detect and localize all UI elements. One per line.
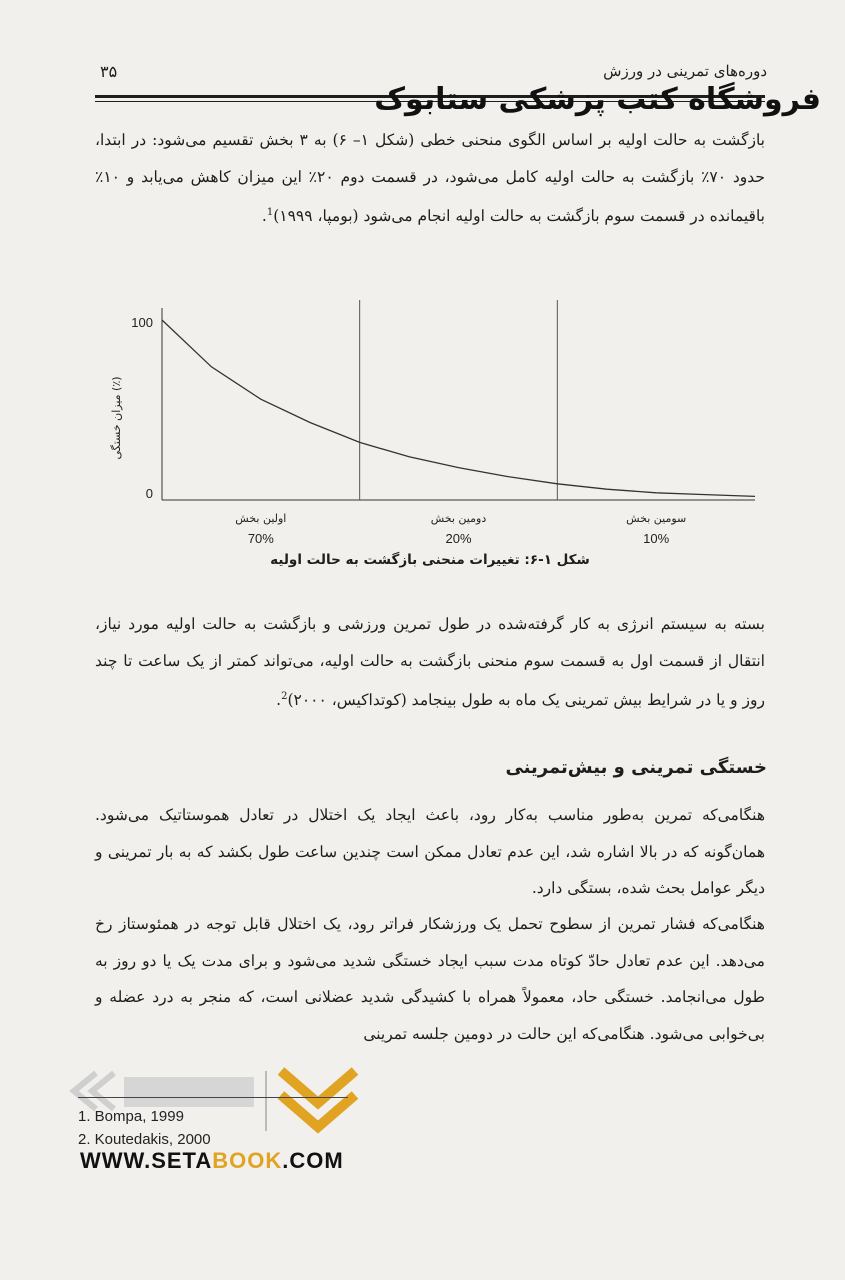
setabook-url	[80, 1148, 344, 1174]
footnote-2: 2. Koutedakis, 2000	[78, 1131, 211, 1148]
segment-label-2: دومین بخش	[430, 512, 487, 525]
logo-wordmark-block	[124, 1077, 254, 1107]
segment-label-3: سومین بخش	[626, 512, 687, 525]
footnote-separator	[78, 1097, 348, 1098]
y-axis-label: میزان خستگی (٪)	[110, 376, 123, 460]
paragraph-energy-systems: بسته به سیستم انرژی به کار گرفته‌شده در طول تمرین ورزشی و بازگشت به حالت اولیه مورد نیاز، انتقال از قسمت اول به قسمت سوم منحنی بازگشت به حالت اولیه، می‌تواند کمتر از یک ساعت تا چند روز و یا در شرایط بیش تمرینی یک ماه به طول بینجامد (کوتداکیس، ۲۰۰۰)$^2$.	[95, 615, 765, 710]
paragraph-acute-fatigue	[95, 906, 765, 1052]
segment-percent-1: 70%	[247, 531, 274, 546]
url-highlight: BOOK	[212, 1148, 283, 1173]
paragraph-text: هنگامی‌که فشار تمرین از سطوح تحمل یک ورزشکار فراتر رود، یک اختلال قابل توجه در همئوستاز رخ می‌دهد. این عدم تعادل حادّ کوتاه مدت سبب ایجاد خستگی شدید می‌شود و برای مدت یک یا دو روز به طول می‌انجامد. خستگی حاد، معمولاً همراه با کشیدگی شدید عضلانی است، که منجر به درد عضله و بی‌خوابی می‌شود. هنگامی‌که این حالت در دومین جلسه تمرینی	[95, 915, 765, 1043]
paragraph-homeostasis	[95, 797, 765, 907]
url-suffix: .COM	[282, 1148, 344, 1173]
segment-percent-3: 10%	[643, 531, 670, 546]
footnote-ref: 1	[266, 207, 274, 218]
segment-percent-2: 20%	[445, 531, 472, 546]
y-tick-label-100: 100	[131, 315, 153, 330]
paragraph-text: هنگامی‌که تمرین به‌طور مناسب به‌کار رود، باعث ایجاد یک اختلال در تعادل هموستاتیک می‌شود. همان‌گونه که در بالا اشاره شد، این عدم تعادل ممکن است چندین ساعت طول بکشد که به بار تمرینی و دیگر عوامل بحث شده، بستگی دارد.	[95, 806, 765, 897]
setabook-logo	[66, 1063, 366, 1138]
running-header-title: دوره‌های تمرینی در ورزش	[603, 62, 767, 80]
paragraph-recovery-intro: بازگشت به حالت اولیه بر اساس الگوی منحنی خطی (شکل ۱– ۶) به ۳ بخش تقسیم می‌شود: در ابتدا، حدود ۷۰٪ بازگشت به حالت اولیه کامل می‌شود، در قسمت دوم ۲۰٪ این میزان کاهش می‌یابد و ۱۰٪ باقیمانده در قسمت سوم بازگشت به حالت اولیه انجام می‌شود (بومپا، ۱۹۹۹)$^1$.	[95, 131, 765, 226]
y-tick-label-0: 0	[145, 486, 153, 501]
figure-caption: شکل ۱-۶: تغییرات منحنی بازگشت به حالت اولیه	[270, 552, 590, 568]
footnote-1: 1. Bompa, 1999	[78, 1108, 184, 1125]
recovery-curve-chart	[95, 300, 765, 550]
paragraph-text: بسته به سیستم انرژی به کار گرفته‌شده در طول تمرین ورزشی و بازگشت به حالت اولیه مورد نیاز، انتقال از قسمت اول به قسمت سوم منحنی بازگشت به حالت اولیه، می‌تواند کمتر از یک ساعت تا چند روز و یا در شرایط بیش تمرینی یک ماه به طول بینجامد (کوتداکیس، ۲۰۰۰)	[95, 615, 765, 710]
logo-chevron-icon	[281, 1071, 355, 1127]
logo-arrows-icon	[74, 1073, 114, 1109]
paragraph-text: بازگشت به حالت اولیه بر اساس الگوی منحنی خطی (شکل ۱– ۶) به ۳ بخش تقسیم می‌شود: در ابتدا، حدود ۷۰٪ بازگشت به حالت اولیه کامل می‌شود، در قسمت دوم ۲۰٪ این میزان کاهش می‌یابد و ۱۰٪ باقیمانده در قسمت سوم بازگشت به حالت اولیه انجام می‌شود (بومپا، ۱۹۹۹)	[95, 131, 765, 226]
page-number: ۳۵	[100, 62, 118, 81]
section-heading: خستگی تمرینی و بیش‌تمرینی	[505, 757, 767, 778]
store-watermark: فروشگاه کتب پزشکی ستابوک	[374, 82, 821, 117]
url-prefix: WWW.SETA	[80, 1148, 213, 1173]
recovery-curve-line	[162, 320, 755, 496]
segment-label-1: اولین بخش	[235, 512, 287, 525]
footnote-ref: 2	[281, 691, 288, 702]
recovery-curve-figure	[95, 300, 765, 580]
